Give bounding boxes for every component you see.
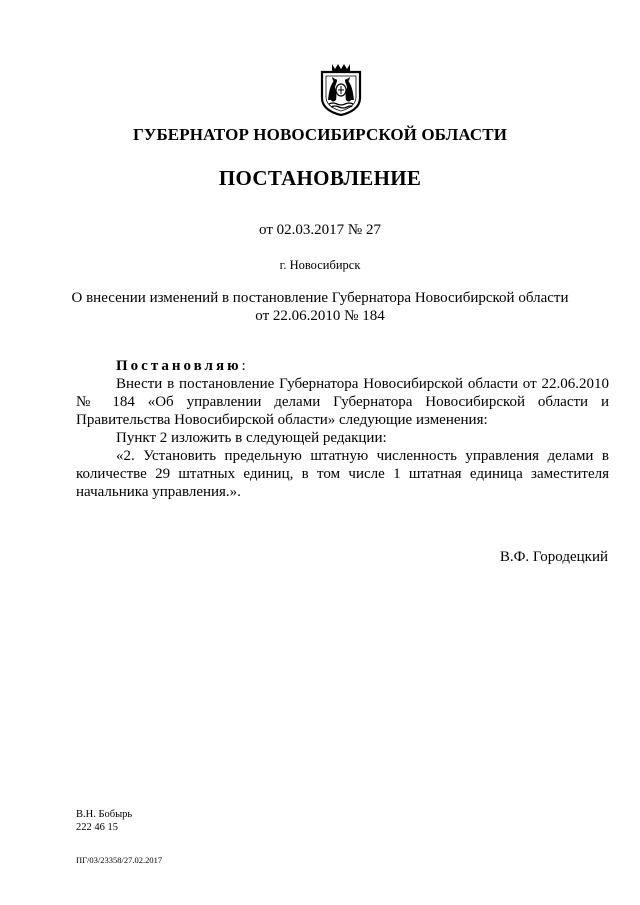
document-subject: [0, 289, 640, 325]
body-paragraph-3: «2. Установить предельную штатную численность управления делами в количестве 29 штатных единиц, в том числе 1 штатная единица заместителя начальника управления.».: [76, 448, 609, 500]
body-paragraph-1: Внести в постановление Губернатора Новосибирской области от 22.06.2010 № 184 «Об управлении делами Губернатора Новосибирской области и Правительства Новосибирской области» следующие изменения:: [76, 376, 609, 428]
date-and-number: от 02.03.2017 № 27: [259, 222, 381, 238]
decree-word-text: Постановляю: [116, 358, 242, 374]
document-type-title: ПОСТАНОВЛЕНИЕ: [218, 166, 422, 190]
signatory-name: В.Ф. Городецкий: [499, 549, 608, 565]
executor-name: В.Н. Бобырь: [76, 809, 133, 820]
executor-block: [76, 808, 132, 834]
subject-line-1: О внесении изменений в постановление Губернатора Новосибирской области: [71, 290, 569, 306]
decree-word-colon: :: [241, 358, 246, 374]
decree-word: [116, 357, 246, 375]
document-reference: ПГ/03/23358/27.02.2017: [76, 855, 163, 865]
city-name: г. Новосибирск: [279, 258, 361, 272]
coat-of-arms-icon: [316, 60, 366, 116]
body-paragraph-2: Пункт 2 изложить в следующей редакции:: [116, 430, 387, 446]
issuing-authority: ГУБЕРНАТОР НОВОСИБИРСКОЙ ОБЛАСТИ: [132, 125, 508, 144]
executor-phone: 222 46 15: [76, 822, 118, 833]
subject-line-2: от 22.06.2010 № 184: [255, 308, 385, 324]
